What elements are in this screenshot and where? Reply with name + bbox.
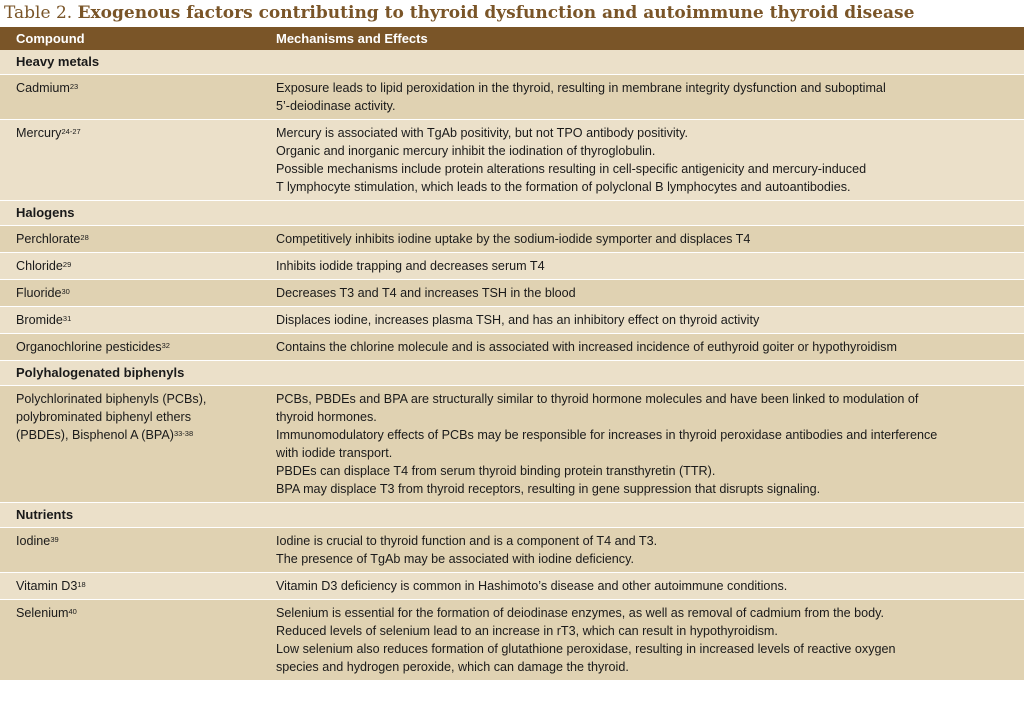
compound-cell [0,75,262,120]
compound-name: Organochlorine pesticides [16,340,162,354]
section-row [0,361,1024,386]
mechanism-line: T lymphocyte stimulation, which leads to the formation of polyclonal B lymphocytes and autoantibodies. [276,180,851,194]
mechanism-line: PCBs, PBDEs and BPA are structurally similar to thyroid hormone molecules and have been linked to modulation of [276,392,919,406]
mechanism-line: Reduced levels of selenium lead to an increase in rT3, which can result in hypothyroidism. [276,624,778,638]
mechanism-cell [262,253,1024,280]
table-row [0,600,1024,681]
mechanism-cell [262,280,1024,307]
table-row [0,253,1024,280]
mechanism-line: BPA may displace T3 from thyroid receptors, resulting in gene suppression that disrupts signaling. [276,482,821,496]
mechanism-line: Inhibits iodide trapping and decreases serum T4 [276,259,545,273]
column-header-compound: Compound [16,31,85,46]
factors-table [0,27,1024,681]
mechanism-cell [262,386,1024,503]
mechanism-line: Iodine is crucial to thyroid function and is a component of T4 and T3. [276,534,658,548]
mechanism-cell [262,120,1024,201]
mechanism-line: Low selenium also reduces formation of glutathione peroxidase, resulting in increased levels of reactive oxygen [276,642,896,656]
compound-name-line: (PBDEs), Bisphenol A (BPA)$^{33-38}$ [16,428,194,442]
table-row [0,280,1024,307]
compound-name: Mercury [16,126,62,140]
mechanism-line: Competitively inhibits iodine uptake by the sodium-iodide symporter and displaces T4 [276,232,751,246]
section-row [0,201,1024,226]
compound-name: Cadmium [16,81,70,95]
mechanism-line: with iodide transport. [276,446,393,460]
reference-number: 23 [69,82,79,91]
compound-cell [0,386,262,503]
compound-name-line: Polychlorinated biphenyls (PCBs), [16,392,207,406]
compound-cell [0,226,262,253]
section-heading: Heavy metals [0,50,1024,75]
compound-name: Bromide [16,313,63,327]
table-row [0,386,1024,503]
table-title-prefix: Table 2. [4,3,73,23]
mechanism-line: PBDEs can displace T4 from serum thyroid binding protein transthyretin (TTR). [276,464,716,478]
mechanism-cell [262,75,1024,120]
table-body [0,50,1024,681]
compound-cell [0,334,262,361]
reference-number: 28 [80,233,89,242]
mechanism-line: 5’-deiodinase activity. [276,99,396,113]
reference-number: 39 [50,535,59,544]
table-row [0,334,1024,361]
section-row [0,50,1024,75]
section-heading: Polyhalogenated biphenyls [0,361,1024,386]
mechanism-cell [262,307,1024,334]
compound-cell [0,600,262,681]
reference-number: 33-38 [173,429,194,438]
compound-name: Iodine [16,534,51,548]
mechanism-line: Displaces iodine, increases plasma TSH, and has an inhibitory effect on thyroid activity [276,313,760,327]
reference-number: 18 [77,580,86,589]
mechanism-cell [262,528,1024,573]
section-heading: Nutrients [0,503,1024,528]
compound-cell [0,120,262,201]
mechanism-line: Contains the chlorine molecule and is associated with increased incidence of euthyroid goiter or hypothyroidism [276,340,897,354]
mechanism-line: Immunomodulatory effects of PCBs may be responsible for increases in thyroid peroxidase antibodies and interference [276,428,938,442]
compound-name: Selenium [16,606,69,620]
mechanism-line: The presence of TgAb may be associated with iodine deficiency. [276,552,634,566]
compound-name: Fluoride [16,286,62,300]
table-header-row [0,27,1024,50]
reference-number: 29 [62,260,72,269]
column-header-mechanisms: Mechanisms and Effects [276,31,428,46]
section-heading: Halogens [0,201,1024,226]
reference-number: 24-27 [61,127,81,136]
compound-cell [0,280,262,307]
table-row [0,120,1024,201]
mechanism-line: Possible mechanisms include protein alterations resulting in cell-specific antigenicity and mercury-induced [276,162,867,176]
mechanism-cell [262,334,1024,361]
compound-cell [0,307,262,334]
mechanism-cell [262,573,1024,600]
table-row [0,307,1024,334]
compound-name: Vitamin D3 [16,579,78,593]
reference-number: 30 [61,287,70,296]
mechanism-line: Vitamin D3 deficiency is common in Hashimoto’s disease and other autoimmune conditions. [276,579,788,593]
table-row [0,573,1024,600]
mechanism-cell [262,600,1024,681]
mechanism-line: Selenium is essential for the formation of deiodinase enzymes, as well as removal of cadmium from the body. [276,606,885,620]
section-row [0,503,1024,528]
mechanism-line: Mercury is associated with TgAb positivity, but not TPO antibody positivity. [276,126,689,140]
compound-cell [0,528,262,573]
table-row [0,75,1024,120]
mechanism-line: Decreases T3 and T4 and increases TSH in the blood [276,286,576,300]
mechanism-line: Organic and inorganic mercury inhibit the iodination of thyroglobulin. [276,144,656,158]
table-row [0,528,1024,573]
compound-cell [0,253,262,280]
compound-name: Chloride [16,259,63,273]
reference-number: 31 [62,314,72,323]
mechanism-line: thyroid hormones. [276,410,377,424]
table-title [0,0,1024,27]
compound-cell [0,573,262,600]
table-row [0,226,1024,253]
reference-number: 32 [161,341,170,350]
mechanism-line: species and hydrogen peroxide, which can damage the thyroid. [276,660,629,674]
mechanism-line: Exposure leads to lipid peroxidation in the thyroid, resulting in membrane integrity dysfunction and suboptimal [276,81,886,95]
reference-number: 40 [68,607,77,616]
compound-name-line: polybrominated biphenyl ethers [16,410,192,424]
table-title-main: Exogenous factors contributing to thyroid dysfunction and autoimmune thyroid disease [77,3,915,23]
mechanism-cell [262,226,1024,253]
compound-name: Perchlorate [16,232,81,246]
